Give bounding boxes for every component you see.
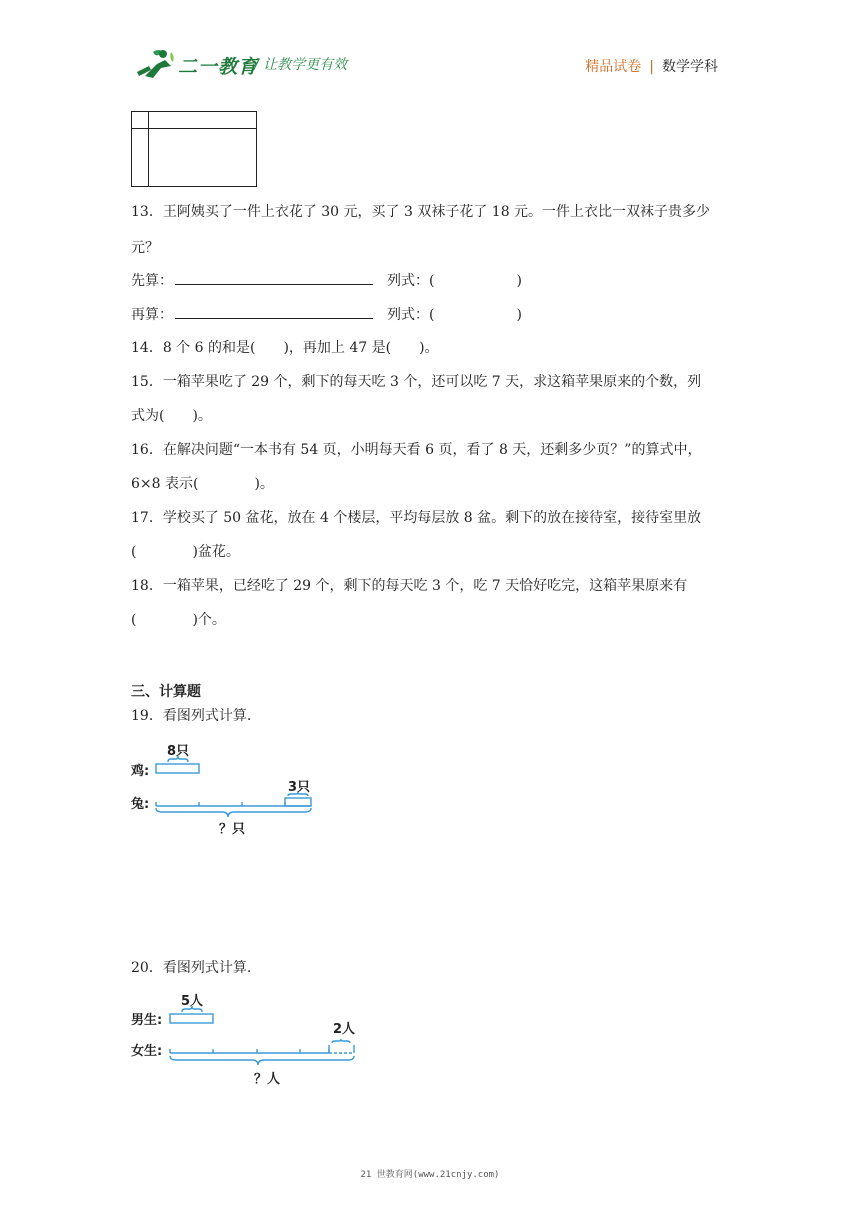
q13-first-formula-label: 列式：( <box>387 273 435 289</box>
header-labels <box>585 56 718 76</box>
q19-total-brace <box>156 808 311 817</box>
q15-line2: 式为( )。 <box>131 408 212 424</box>
q14-text: 14．8 个 6 的和是( )，再加上 47 是( )。 <box>131 340 439 356</box>
q16-line2: 6×8 表示( )。 <box>131 476 274 492</box>
q20-girls-label: 女生: <box>131 1044 163 1059</box>
header-label-left: 精品试卷 <box>585 59 642 75</box>
q19-rabbit-extra-box <box>285 798 311 806</box>
header-separator: | <box>649 59 654 75</box>
answer-table <box>131 111 257 187</box>
q15-line1: 15．一箱苹果吃了 29 个，剩下的每天吃 3 个，还可以吃 7 天，求这箱苹果原来的个数，列 <box>131 374 702 390</box>
q20-diagram <box>128 990 368 1090</box>
q20-boys-value: 5人 <box>181 994 204 1009</box>
page-header <box>0 0 860 100</box>
q19-chicken-value: 8只 <box>167 744 190 759</box>
q13-first-step <box>131 270 522 291</box>
q20-girls-extra: 2人 <box>333 1022 356 1037</box>
table-row-divider <box>132 128 256 129</box>
q13-line1: 13．王阿姨买了一件上衣花了 30 元，买了 3 双袜子花了 18 元。一件上衣比一双袜子贵多少 <box>131 204 711 220</box>
logo-text: 二一教育 <box>178 56 259 78</box>
q13-second-close: ) <box>516 307 522 323</box>
q13-second-formula-label: 列式：( <box>387 307 435 323</box>
q17-line2: ( )盆花。 <box>131 544 240 560</box>
q13-second-label: 再算： <box>131 307 173 323</box>
q13-first-close: ) <box>516 273 522 289</box>
q19-diagram <box>128 740 328 840</box>
q13-second-blank[interactable] <box>175 304 373 319</box>
q19-chicken-label: 鸡: <box>131 764 150 779</box>
slogan: / 让教学更有效 <box>254 57 348 73</box>
q20-text: 20．看图列式计算. <box>131 960 252 976</box>
q20-total-brace <box>170 1056 354 1065</box>
q20-total: ？人 <box>254 1072 281 1087</box>
q16-line1: 16．在解决问题“一本书有 54 页，小明每天看 6 页，看了 8 天，还剩多少页？”的算式中， <box>131 442 702 458</box>
header-label-right: 数学学科 <box>662 59 718 75</box>
q13-first-label: 先算： <box>131 273 173 289</box>
table-column-divider <box>148 112 149 186</box>
q13-line2: 元？ <box>131 240 159 256</box>
q18-line1: 18．一箱苹果，已经吃了 29 个，剩下的每天吃 3 个，吃 7 天恰好吃完，这箱苹果原来有 <box>131 578 688 594</box>
section-title: 三、计算题 <box>131 684 201 700</box>
q13-second-step <box>131 304 522 325</box>
q20-boys-bar <box>170 1014 213 1023</box>
q19-chicken-bar <box>156 764 199 773</box>
q18-line2: ( )个。 <box>131 612 226 628</box>
q19-rabbit-extra: 3只 <box>288 780 311 795</box>
page-footer: 21 世教育网(www.21cnjy.com) <box>360 1170 500 1180</box>
q17-line1: 17．学校买了 50 盆花，放在 4 个楼层，平均每层放 8 盆。剩下的放在接待室，接待室里放 <box>131 510 702 526</box>
q19-total: ？只 <box>219 822 246 837</box>
q20-boys-label: 男生: <box>131 1013 163 1028</box>
q19-text: 19．看图列式计算. <box>131 708 252 724</box>
q19-rabbit-label: 兔: <box>131 797 150 812</box>
q13-first-blank[interactable] <box>175 270 373 285</box>
